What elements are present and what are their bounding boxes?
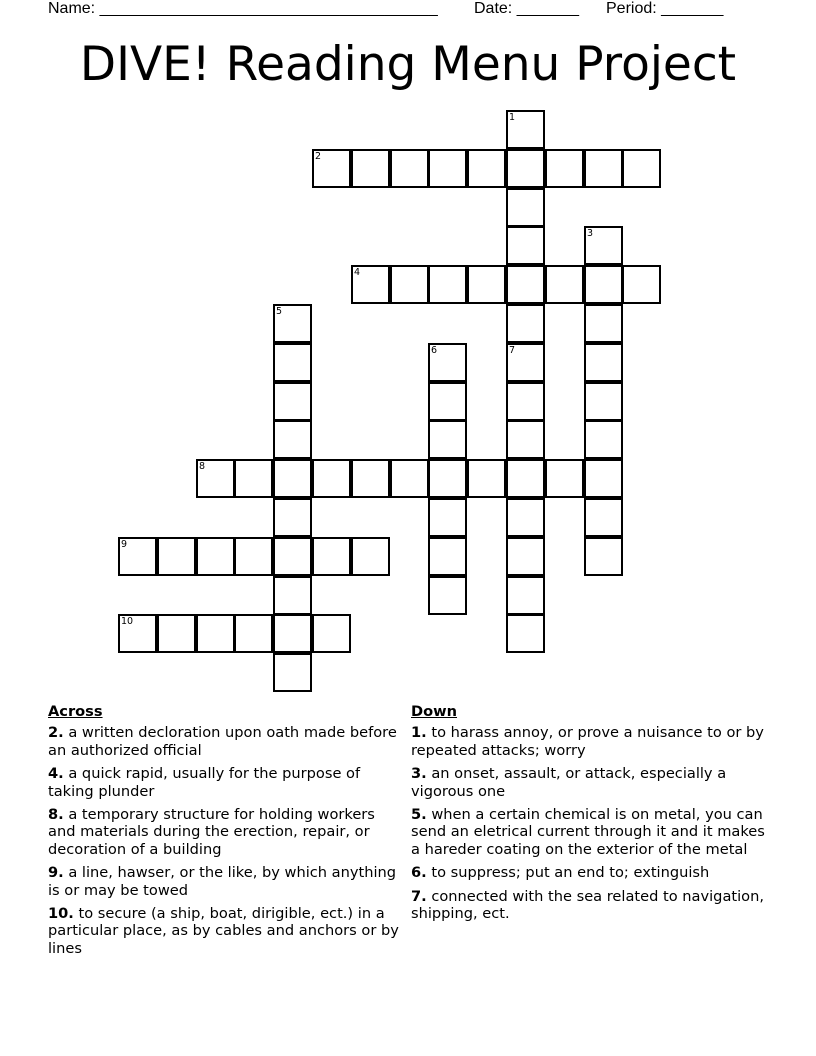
- crossword-cell[interactable]: [351, 149, 390, 188]
- crossword-cell[interactable]: [506, 226, 545, 265]
- crossword-cell[interactable]: [584, 382, 623, 421]
- crossword-cell[interactable]: [273, 537, 312, 576]
- crossword-cell[interactable]: [234, 459, 273, 498]
- crossword-cell[interactable]: [351, 537, 390, 576]
- clue-text: to harass annoy, or prove a nuisance to or by repeated attacks; worry: [411, 724, 764, 759]
- crossword-cell[interactable]: [273, 653, 312, 692]
- clue-number: 1.: [411, 724, 427, 742]
- name-field-label[interactable]: Name: ______________________________________: [48, 0, 438, 17]
- crossword-cell[interactable]: [584, 459, 623, 498]
- crossword-cell[interactable]: [428, 459, 467, 498]
- clue-down-3: [411, 765, 771, 800]
- cell-number: 8: [199, 461, 206, 472]
- cell-number: 10: [121, 616, 134, 627]
- clue-text: a quick rapid, usually for the purpose of taking plunder: [48, 765, 361, 800]
- crossword-cell[interactable]: [506, 498, 545, 537]
- across-clues: [48, 703, 400, 963]
- cell-number: 9: [121, 539, 128, 550]
- clue-down-6: [411, 864, 771, 881]
- crossword-cell[interactable]: [428, 382, 467, 421]
- clue-text: connected with the sea related to navigation, shipping, ect.: [411, 887, 764, 923]
- date-field-label[interactable]: Date: _______: [474, 0, 579, 17]
- clue-text: an onset, assault, or attack, especially a vigorous one: [411, 765, 727, 800]
- crossword-cell[interactable]: [467, 265, 506, 304]
- crossword-cell[interactable]: [506, 420, 545, 459]
- cell-number: 4: [354, 267, 361, 278]
- down-clues: [411, 703, 771, 928]
- crossword-cell[interactable]: [584, 304, 623, 343]
- clue-number: 3.: [411, 765, 427, 783]
- crossword-cell[interactable]: [312, 459, 351, 498]
- crossword-cell[interactable]: [428, 537, 467, 576]
- clue-down-7: [411, 888, 771, 923]
- crossword-cell[interactable]: [506, 614, 545, 653]
- clue-across-4: [48, 765, 400, 800]
- crossword-cell[interactable]: [234, 614, 273, 653]
- page-title: DIVE! Reading Menu Project: [79, 37, 737, 92]
- clue-text: to suppress; put an end to; extinguish: [431, 864, 710, 882]
- crossword-cell[interactable]: [157, 537, 196, 576]
- crossword-cell[interactable]: [312, 614, 351, 653]
- crossword-cell[interactable]: [390, 265, 429, 304]
- crossword-cell[interactable]: [545, 149, 584, 188]
- cell-number: 3: [587, 228, 594, 239]
- cell-number: 5: [276, 306, 283, 317]
- clue-number: 5.: [411, 806, 427, 824]
- crossword-cell[interactable]: [157, 614, 196, 653]
- clue-number: 2.: [48, 724, 64, 742]
- crossword-cell[interactable]: [312, 537, 351, 576]
- crossword-cell[interactable]: [467, 459, 506, 498]
- crossword-cell[interactable]: [273, 576, 312, 615]
- crossword-cell[interactable]: [273, 343, 312, 382]
- across-heading: Across: [48, 703, 103, 720]
- crossword-cell[interactable]: [428, 576, 467, 615]
- crossword-cell[interactable]: [273, 614, 312, 653]
- crossword-cell[interactable]: [467, 149, 506, 188]
- crossword-cell[interactable]: [234, 537, 273, 576]
- cell-number: 6: [431, 345, 438, 356]
- crossword-cell[interactable]: [273, 420, 312, 459]
- clue-text: to secure (a ship, boat, dirigible, ect.) in a particular place, as by cables and anchors or by lines: [48, 905, 399, 957]
- crossword-cell[interactable]: [584, 149, 623, 188]
- crossword-cell[interactable]: [584, 265, 623, 304]
- crossword-cell[interactable]: [545, 265, 584, 304]
- clue-across-10: [48, 905, 400, 957]
- crossword-cell[interactable]: [390, 459, 429, 498]
- crossword-cell[interactable]: [273, 382, 312, 421]
- crossword-cell[interactable]: [506, 459, 545, 498]
- crossword-cell[interactable]: [506, 304, 545, 343]
- crossword-cell[interactable]: [506, 265, 545, 304]
- crossword-cell[interactable]: [584, 498, 623, 537]
- cell-number: 1: [509, 112, 516, 123]
- crossword-cell[interactable]: [196, 537, 235, 576]
- crossword-cell[interactable]: [506, 149, 545, 188]
- clue-down-1: [411, 724, 771, 759]
- clue-text: a temporary structure for holding workers and materials during the erection, repair, or decoration of a building: [48, 806, 375, 858]
- crossword-cell[interactable]: [273, 498, 312, 537]
- clue-across-2: [48, 724, 400, 759]
- clue-number: 8.: [48, 806, 64, 824]
- clue-number: 6.: [411, 864, 427, 882]
- crossword-cell[interactable]: [506, 382, 545, 421]
- crossword-cell[interactable]: [506, 576, 545, 615]
- clue-across-9: [48, 864, 400, 899]
- crossword-cell[interactable]: [351, 459, 390, 498]
- crossword-cell[interactable]: [584, 343, 623, 382]
- crossword-cell[interactable]: [584, 537, 623, 576]
- clue-number: 9.: [48, 864, 64, 882]
- crossword-cell[interactable]: [545, 459, 584, 498]
- clue-across-8: [48, 806, 400, 858]
- clue-text: when a certain chemical is on metal, you can send an eletrical current through it and it makes a hareder coating on the exterior of the metal: [411, 806, 765, 858]
- crossword-cell[interactable]: [428, 265, 467, 304]
- crossword-cell[interactable]: [506, 537, 545, 576]
- period-field-label[interactable]: Period: _______: [606, 0, 724, 17]
- crossword-cell[interactable]: [506, 188, 545, 227]
- clue-number: 4.: [48, 765, 64, 783]
- crossword-cell[interactable]: [428, 149, 467, 188]
- clue-text: a line, hawser, or the like, by which anything is or may be towed: [48, 864, 397, 899]
- clue-text: a written decloration upon oath made before an authorized official: [48, 724, 397, 759]
- crossword-cell[interactable]: [273, 459, 312, 498]
- clue-down-5: [411, 806, 771, 858]
- cell-number: 2: [315, 151, 322, 162]
- crossword-cell[interactable]: [584, 420, 623, 459]
- crossword-cell[interactable]: [390, 149, 429, 188]
- crossword-cell[interactable]: [428, 498, 467, 537]
- crossword-cell[interactable]: [622, 149, 661, 188]
- cell-number: 7: [509, 345, 516, 356]
- crossword-cell[interactable]: [622, 265, 661, 304]
- down-heading: Down: [411, 703, 458, 720]
- clue-number: 10.: [48, 905, 74, 923]
- crossword-cell[interactable]: [196, 614, 235, 653]
- clue-number: 7.: [411, 887, 427, 905]
- crossword-cell[interactable]: [428, 420, 467, 459]
